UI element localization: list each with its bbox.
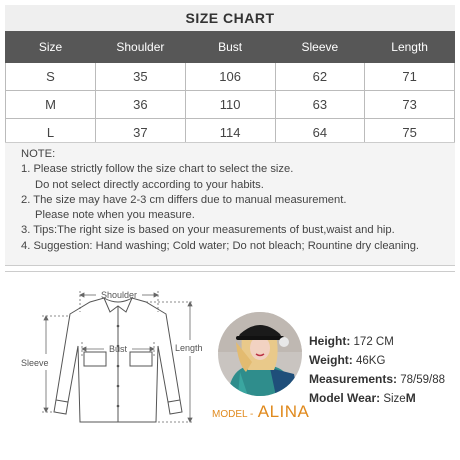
wear-prefix: Size (383, 393, 406, 405)
measurements-label: Measurements: (309, 372, 398, 386)
shirt-outline-icon (54, 298, 182, 422)
note-line: Please note when you measure. (35, 209, 195, 222)
header-bust: Bust (185, 32, 275, 63)
note-line: 2. The size may have 2-3 cm differs due to manual measurement. (21, 193, 347, 206)
cell-size: L (6, 119, 96, 147)
cell-length: 73 (365, 91, 455, 119)
model-name-label (212, 402, 309, 422)
weight-value: 46KG (355, 355, 386, 367)
cell-bust: 106 (185, 63, 275, 91)
shoulder-label: Shoulder (100, 290, 138, 300)
measurements-value: 78/59/88 (400, 374, 445, 386)
cell-length: 71 (365, 63, 455, 91)
cell-shoulder: 35 (96, 63, 186, 91)
cell-shoulder: 37 (96, 119, 186, 147)
height-label: Height: (309, 334, 351, 348)
table-row (6, 63, 455, 91)
model-wear (309, 389, 445, 408)
note-line: 4. Suggestion: Hand washing; Cold water; Do not bleach; Rountine dry cleaning. (21, 239, 420, 252)
model-name: ALINA (257, 402, 310, 421)
header-shoulder: Shoulder (96, 32, 186, 63)
cell-length: 75 (365, 119, 455, 147)
note-line: 3. Tips:The right size is based on your measurements of bust,waist and hip. (21, 224, 395, 237)
note-line: Do not select directly according to your habits. (35, 178, 264, 191)
size-chart-title: SIZE CHART (185, 10, 275, 26)
cell-sleeve: 64 (275, 119, 365, 147)
model-portrait-icon (218, 312, 302, 396)
notes-panel (5, 142, 455, 266)
wear-size: M (405, 391, 416, 405)
model-height (309, 332, 445, 351)
model-photo (218, 312, 302, 396)
length-label: Length (175, 343, 203, 353)
cell-size: M (6, 91, 96, 119)
table-header-row (6, 32, 455, 63)
sleeve-label: Sleeve (21, 358, 49, 368)
header-sleeve: Sleeve (275, 32, 365, 63)
cell-shoulder: 36 (96, 91, 186, 119)
cell-sleeve: 63 (275, 91, 365, 119)
cell-size: S (6, 63, 96, 91)
header-size: Size (6, 32, 96, 63)
cell-bust: 114 (185, 119, 275, 147)
bust-label: Bust (108, 344, 128, 354)
model-measurements (309, 370, 445, 389)
note-line: 1. Please strictly follow the size chart to select the size. (21, 163, 294, 176)
shirt-measurement-diagram (18, 282, 218, 442)
size-chart-title-bar (5, 5, 455, 31)
header-length: Length (365, 32, 455, 63)
notes-heading: NOTE: (21, 148, 56, 160)
height-value: 172 CM (353, 336, 394, 348)
model-info (309, 332, 445, 408)
wear-label: Model Wear: (309, 391, 381, 405)
weight-label: Weight: (309, 353, 353, 367)
model-weight (309, 351, 445, 370)
model-label-prefix: MODEL - (212, 409, 254, 420)
cell-sleeve: 62 (275, 63, 365, 91)
table-row (6, 91, 455, 119)
section-divider (5, 271, 455, 272)
cell-bust: 110 (185, 91, 275, 119)
size-table (5, 31, 455, 147)
